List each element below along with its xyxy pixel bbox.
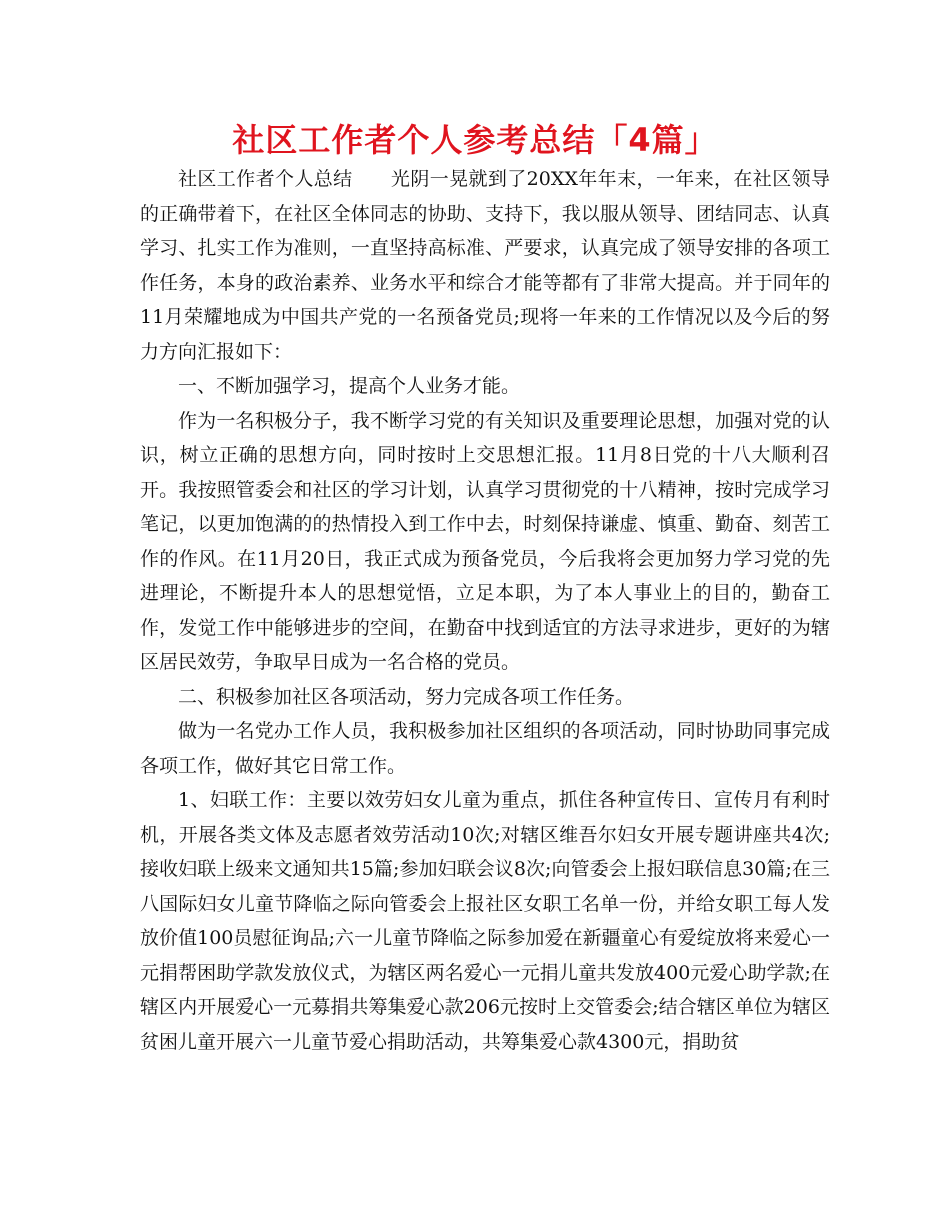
document-title: 社区工作者个人参考总结「4篇」 bbox=[232, 121, 718, 159]
paragraph-study: 作为一名积极分子，我不断学习党的有关知识及重要理论思想，加强对党的认识，树立正确的思想方向，同时按时上交思想汇报。11月8日党的十八大顺利召开。我按照管委会和社区的学习计划，认真学习贯彻党的十八精神，按时完成学习笔记，以更加饱满的的热情投入到工作中去，时刻保持谦虚、慎重、勤奋、刻苦工作的作风。在11月20日，我正式成为预备党员，今后我将会更加努力学习党的先进理论，不断提升本人的思想觉悟，立足本职，为了本人事业上的目的，勤奋工作，发觉工作中能够进步的空间，在勤奋中找到适宜的方法寻求进步，更好的为辖区居民效劳，争取早日成为一名合格的党员。 bbox=[140, 409, 830, 673]
intro-paragraph bbox=[140, 162, 830, 369]
intro-label: 社区工作者个人总结 bbox=[178, 168, 353, 190]
intro-text: 光阴一晃就到了20XX年年末，一年来，在社区领导的正确带着下，在社区全体同志的协助、支持下，我以服从领导、团结同志、认真学习、扎实工作为准则，一直坚持高标准、严要求，认真完成了领导安排的各项工作任务，本身的政治素养、业务水平和综合才能等都有了非常大提高。并于同年的11月荣耀地成为中国共产党的一名预备党员;现将一年来的工作情况以及今后的努力方向汇报如下： bbox=[140, 168, 830, 363]
paragraph-womens-federation: 1、妇联工作：主要以效劳妇女儿童为重点，抓住各种宣传日、宣传月有利时机，开展各类文体及志愿者效劳活动10次;对辖区维吾尔妇女开展专题讲座共4次;接收妇联上级来文通知共15篇;参加妇联会议8次;向管委会上报妇联信息30篇;在三八国际妇女儿童节降临之际向管委会上报社区女职工名单一份，并给女职工每人发放价值100员慰征询品;六一儿童节降临之际参加爱在新疆童心有爱绽放将来爱心一元捐帮困助学款发放仪式，为辖区两名爱心一元捐儿童共发放400元爱心助学款;在辖区内开展爱心一元募捐共筹集爱心款206元按时上交管委会;结合辖区单位为辖区贫困儿童开展六一儿童节爱心捐助活动，共筹集爱心款4300元，捐助贫 bbox=[140, 789, 830, 1053]
section-heading-activities: 二、积极参加社区各项活动，努力完成各项工作任务。 bbox=[178, 685, 635, 708]
document-body bbox=[140, 162, 830, 1059]
section-heading-study: 一、不断加强学习，提高个人业务才能。 bbox=[178, 375, 521, 397]
paragraph-activities: 做为一名党办工作人员，我积极参加社区组织的各项活动，同时协助同事完成各项工作，做好其它日常工作。 bbox=[140, 720, 830, 777]
